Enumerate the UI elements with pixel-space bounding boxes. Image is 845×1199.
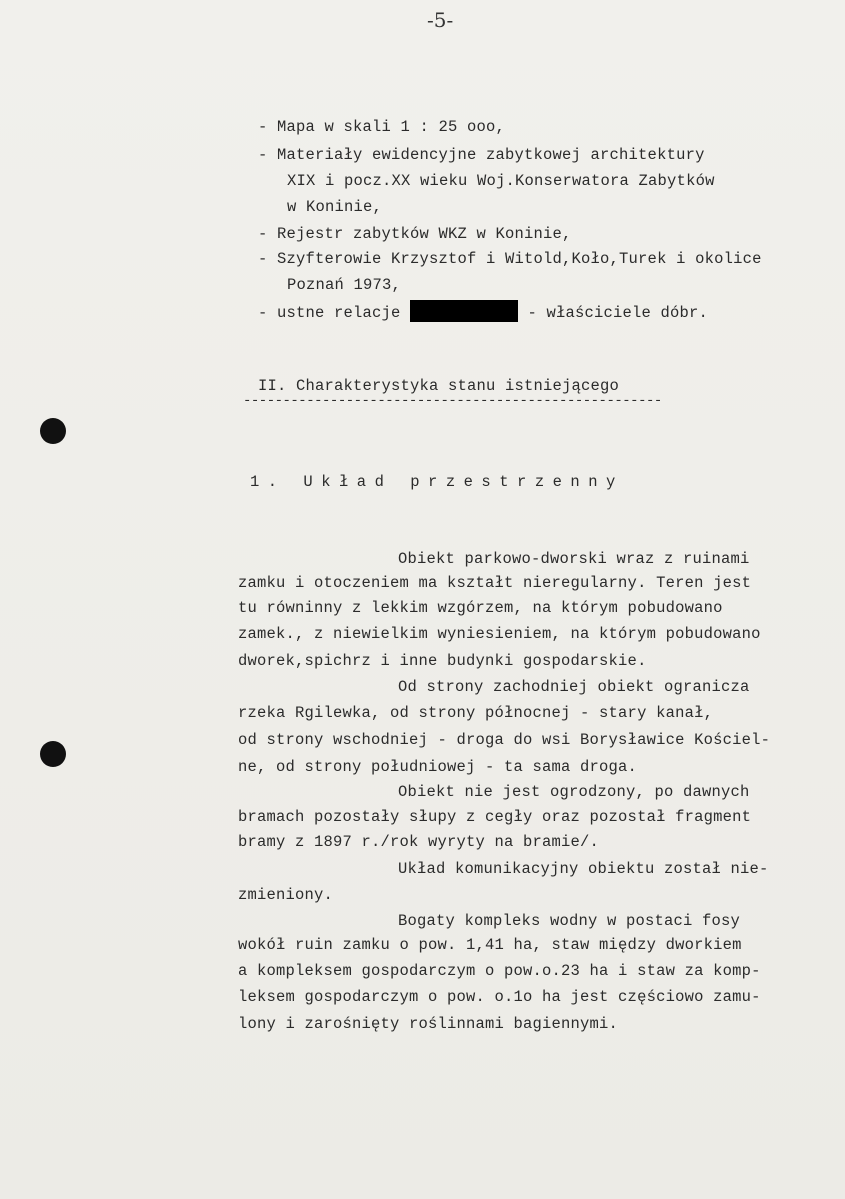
paragraph-line: Układ komunikacyjny obiektu został nie- — [398, 860, 769, 878]
paragraph-line: wokół ruin zamku o pow. 1,41 ha, staw między dworkiem — [238, 936, 742, 954]
source-line: XIX i pocz.XX wieku Woj.Konserwatora Zabytków — [287, 172, 715, 190]
oral-source-after: - właściciele dóbr. — [518, 304, 709, 322]
subsection-title: 1. Układ przestrzenny — [250, 473, 624, 491]
paragraph-line: zamek., z niewielkim wyniesieniem, na którym pobudowano — [238, 625, 761, 643]
paragraph-line: Od strony zachodniej obiekt ogranicza — [398, 678, 750, 696]
paragraph-line: dworek,spichrz i inne budynki gospodarskie. — [238, 652, 647, 670]
oral-source-before: - ustne relacje — [258, 304, 411, 322]
paragraph-line: leksem gospodarczym o pow. o.1o ha jest częściowo zamu- — [238, 988, 761, 1006]
paragraph-line: Bogaty kompleks wodny w postaci fosy — [398, 912, 741, 930]
punch-hole — [40, 741, 66, 767]
paragraph-line: zmieniony. — [238, 886, 334, 904]
source-line: - Materiały ewidencyjne zabytkowej architektury — [258, 146, 705, 164]
source-line: Poznań 1973, — [287, 276, 402, 294]
paragraph-line: od strony wschodniej - droga do wsi Borysławice Kościel- — [238, 731, 771, 749]
paragraph-line: lony i zarośnięty roślinnami bagiennymi. — [238, 1015, 619, 1033]
source-line: - Mapa w skali 1 : 25 ooo, — [258, 118, 506, 136]
paragraph-line: a kompleksem gospodarczym o pow.o.23 ha i staw za komp- — [238, 962, 761, 980]
paragraph-line: ne, od strony południowej - ta sama droga. — [238, 758, 638, 776]
redaction-bar — [410, 300, 518, 322]
paragraph-line: Obiekt nie jest ogrodzony, po dawnych — [398, 783, 750, 801]
paragraph-line: bramy z 1897 r./rok wyryty na bramie/. — [238, 833, 600, 851]
paragraph-line: rzeka Rgilewka, od strony północnej - stary kanał, — [238, 704, 714, 722]
oral-source-line — [258, 300, 708, 323]
source-line: - Szyfterowie Krzysztof i Witold,Koło,Turek i okolice — [258, 250, 762, 268]
section-title: II. Charakterystyka stanu istniejącego — [258, 377, 620, 395]
paragraph-line: tu równinny z lekkim wzgórzem, na którym pobudowano — [238, 599, 723, 617]
paragraph-line: zamku i otoczeniem ma kształt nieregularny. Teren jest — [238, 574, 752, 592]
paragraph-line: Obiekt parkowo-dworski wraz z ruinami — [398, 550, 750, 568]
source-line: - Rejestr zabytków WKZ w Koninie, — [258, 225, 572, 243]
source-line: w Koninie, — [287, 198, 383, 216]
paragraph-line: bramach pozostały słupy z cegły oraz pozostał fragment — [238, 808, 752, 826]
page-number: -5- — [427, 8, 454, 32]
section-underline: ----------------------------------------------------- — [243, 393, 662, 409]
punch-hole — [40, 418, 66, 444]
